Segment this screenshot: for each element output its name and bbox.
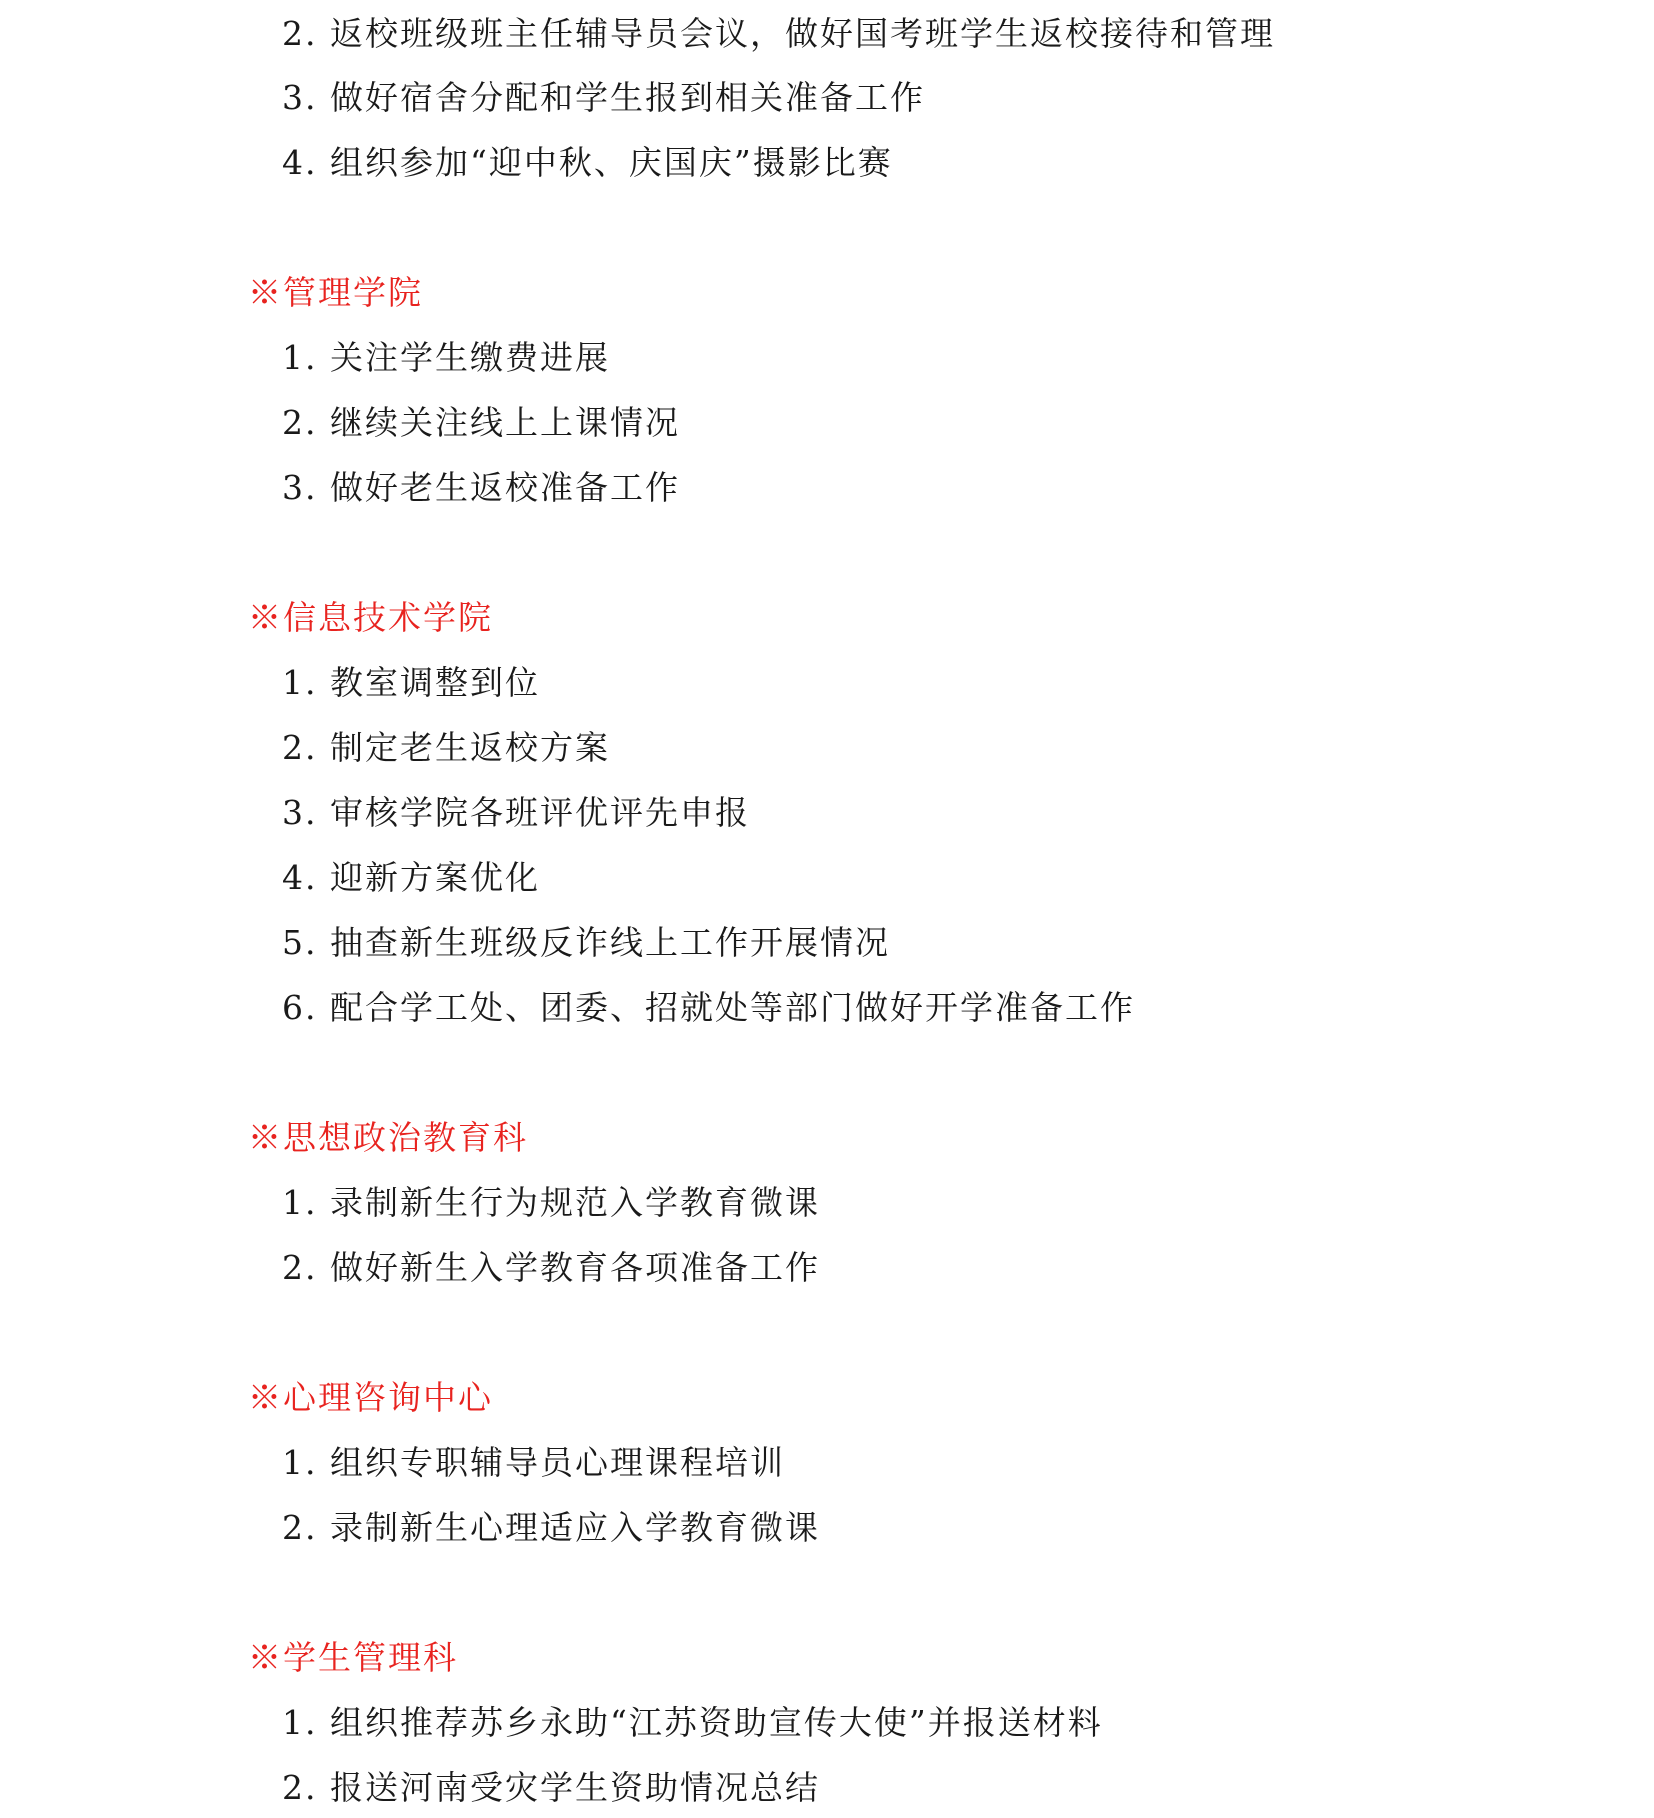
list-item: 5. 抽查新生班级反诈线上工作开展情况	[282, 923, 890, 962]
list-item: 4. 迎新方案优化	[282, 858, 540, 897]
list-item: 2. 报送河南受灾学生资助情况总结	[282, 1768, 820, 1807]
list-item: 2. 继续关注线上上课情况	[282, 403, 680, 442]
list-item: 3. 审核学院各班评优评先申报	[282, 793, 750, 832]
section-heading-ideological-education: ※思想政治教育科	[248, 1118, 528, 1157]
list-item: 2. 返校班级班主任辅导员会议，做好国考班学生返校接待和管理	[282, 14, 1275, 53]
list-item: 3. 做好老生返校准备工作	[282, 468, 680, 507]
section-heading-it-college: ※信息技术学院	[248, 598, 493, 637]
list-item: 2. 做好新生入学教育各项准备工作	[282, 1248, 820, 1287]
list-item: 2. 制定老生返校方案	[282, 728, 610, 767]
list-item: 1. 教室调整到位	[282, 663, 540, 702]
list-item: 1. 关注学生缴费进展	[282, 338, 610, 377]
list-item: 4. 组织参加“迎中秋、庆国庆”摄影比赛	[282, 143, 893, 182]
list-item: 1. 录制新生行为规范入学教育微课	[282, 1183, 820, 1222]
section-heading-counseling-center: ※心理咨询中心	[248, 1378, 493, 1417]
section-heading-management-college: ※管理学院	[248, 273, 423, 312]
list-item: 1. 组织推荐苏乡永助“江苏资助宣传大使”并报送材料	[282, 1703, 1103, 1742]
list-item: 3. 做好宿舍分配和学生报到相关准备工作	[282, 78, 925, 117]
list-item: 6. 配合学工处、团委、招就处等部门做好开学准备工作	[282, 988, 1135, 1027]
list-item: 2. 录制新生心理适应入学教育微课	[282, 1508, 820, 1547]
section-heading-student-management: ※学生管理科	[248, 1638, 458, 1677]
list-item: 1. 组织专职辅导员心理课程培训	[282, 1443, 785, 1482]
